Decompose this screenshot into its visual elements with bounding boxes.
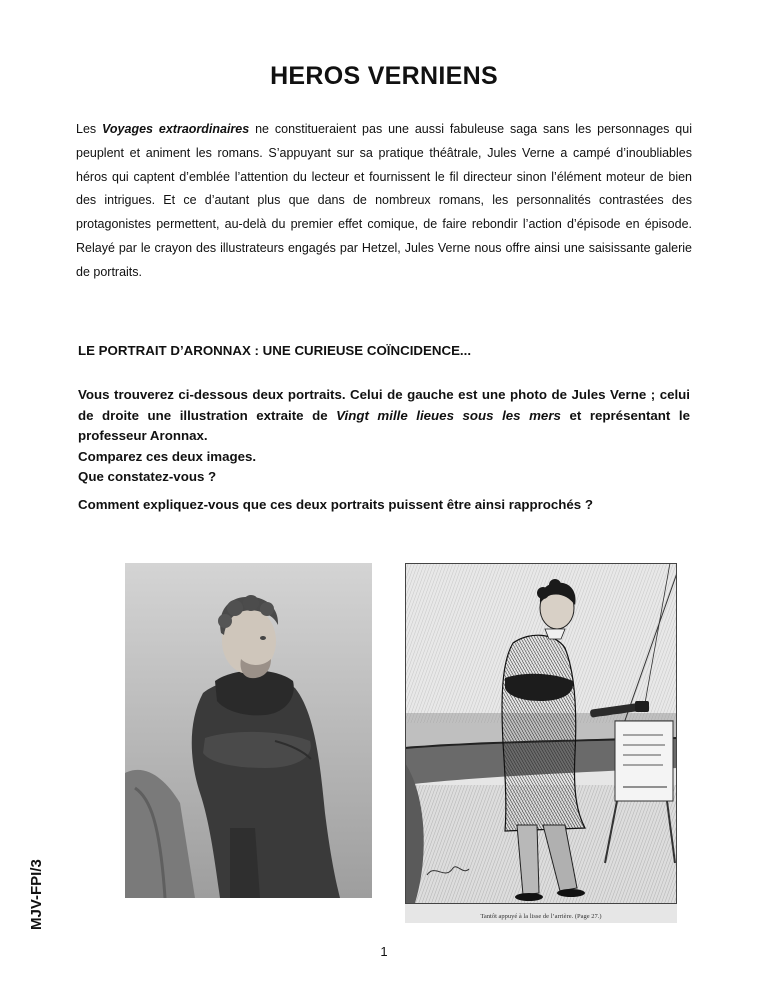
intro-paragraph [76, 118, 692, 285]
instruction-intro [78, 385, 690, 447]
question-compare: Comparez ces deux images. [78, 448, 257, 464]
section-title: LE PORTRAIT D’ARONNAX : UNE CURIEUSE COÏNCIDENCE... [78, 343, 472, 358]
question-observe: Que constatez-vous ? [78, 469, 217, 484]
intro-text: ne constitueraient pas une aussi fabuleuse saga sans les personnages qui peuplent et animent les romans. S’appuyant sur sa pratique théâtrale, Jules Verne a campé d’inoubliables héros qui captent d’emblée l’attention du lecteur et fournissent le fil directeur sinon l’élément moteur de bien des intrigues. Et ce d’autant plus que dans de nombreux romans, les personnalités contrastées des protagonistes permettent, au-delà du premier effet comique, de faire rebondir l’action d’épisode en épisode. Relayé par le crayon des illustrateurs engagés par Hetzel, Jules Verne nous offre ainsi une saisissante galerie de portraits. [76, 122, 692, 279]
question-explain: Comment expliquez-vous que ces deux portraits puissent être ainsi rapprochés ? [78, 496, 594, 512]
instructions [78, 385, 690, 515]
instruction-intro-start: Vous trouverez ci-dessous deux portraits. Celui de gauche est une photo de Jules Verne ; celui de droite une illustration extraite de [78, 387, 690, 423]
intro-lead: Les [76, 122, 103, 136]
page-number: 1 [380, 944, 388, 959]
instruction-intro-end: et représentant le professeur Aronnax. [78, 407, 690, 443]
jules-verne-photo [125, 563, 372, 898]
series-title: Voyages extraordinaires [102, 122, 250, 136]
book-title: Vingt mille lieues sous les mers [336, 407, 561, 423]
aronnax-illustration [405, 563, 677, 923]
illustration-caption: Tantôt appuyé à la lisse de l’arrière. (Page 27.) [480, 913, 602, 920]
aronnax-illustration-drawing [405, 563, 677, 923]
side-reference-code: MJV-FPI/3 [28, 859, 45, 930]
page-title: HEROS VERNIENS [270, 62, 498, 90]
jules-verne-photo-drawing [125, 563, 372, 898]
